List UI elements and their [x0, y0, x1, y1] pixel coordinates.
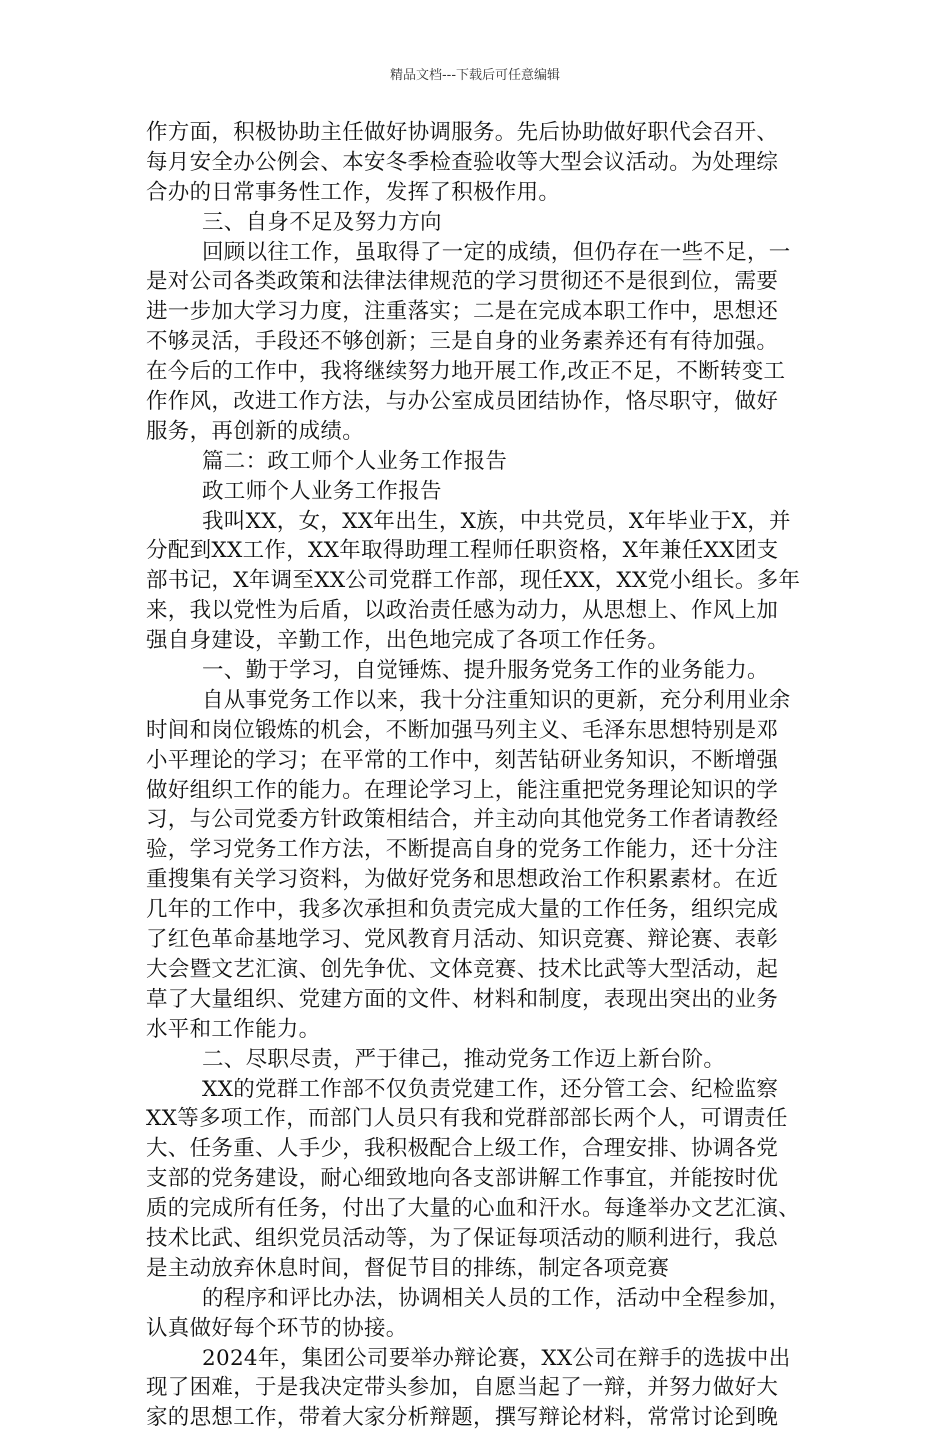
text-line: 作方面，积极协助主任做好协调服务。先后协助做好职代会召开、: [146, 120, 779, 145]
text-line: 每月安全办公例会、本安冬季检查验收等大型会议活动。为处理综: [146, 149, 779, 175]
text-line: 回顾以往工作，虽取得了一定的成绩，但仍存在一些不足，一: [202, 239, 791, 265]
text-line: 强自身建设，辛勤工作，出色地完成了各项工作任务。: [146, 628, 670, 654]
text-line: 是主动放弃休息时间，督促节目的排练，制定各项竞赛: [146, 1255, 670, 1281]
text-line: 不够灵活，手段还不够创新；三是自身的业务素养还有有待加强。: [146, 329, 779, 355]
text-line: 部书记，X年调至XX公司党群工作部，现任XX，XX党小组长。多年: [146, 568, 801, 594]
text-line: XX的党群工作部不仅负责党建工作，还分管工会、纪检监察: [202, 1076, 779, 1102]
text-line: 大会暨文艺汇演、创先争优、文体竞赛、技术比武等大型活动，起: [146, 956, 779, 982]
text-line: 草了大量组织、党建方面的文件、材料和制度，表现出突出的业务: [146, 986, 779, 1012]
text-line: 大、任务重、人手少，我积极配合上级工作，合理安排、协调各党: [146, 1136, 779, 1162]
text-line: 自从事党务工作以来，我十分注重知识的更新，充分利用业余: [202, 687, 791, 713]
text-line: 做好组织工作的能力。在理论学习上，能注重把党务理论知识的学: [146, 777, 779, 803]
text-line: 篇二：政工师个人业务工作报告: [202, 448, 508, 474]
text-line: 分配到XX工作，XX年取得助理工程师任职资格，X年兼任XX团支: [146, 538, 779, 564]
text-line: 二、尽职尽责，严于律己，推动党务工作迈上新台阶。: [202, 1046, 726, 1072]
text-line: 技术比武、组织党员活动等，为了保证每项活动的顺利进行，我总: [146, 1225, 779, 1251]
text-line: 政工师个人业务工作报告: [202, 478, 442, 504]
text-line: 进一步加大学习力度，注重落实；二是在完成本职工作中，思想还: [146, 299, 779, 325]
text-line: 的程序和评比办法，协调相关人员的工作，活动中全程参加，: [202, 1285, 791, 1311]
text-line: 来，我以党性为后盾，以政治责任感为动力，从思想上、作风上加: [146, 598, 779, 624]
text-line: 习，与公司党委方针政策相结合，并主动向其他党务工作者请教经: [146, 807, 779, 833]
text-line: 小平理论的学习；在平常的工作中，刻苦钻研业务知识，不断增强: [146, 747, 779, 773]
text-line: 是对公司各类政策和法律法律规范的学习贯彻还不是很到位，需要: [146, 269, 779, 295]
text-line: 家的思想工作，带着大家分析辩题，撰写辩论材料，常常讨论到晚: [146, 1405, 779, 1431]
text-line: 质的完成所有任务，付出了大量的心血和汗水。每逢举办文艺汇演、: [146, 1196, 801, 1222]
text-line: 时间和岗位锻炼的机会，不断加强马列主义、毛泽东思想特别是邓: [146, 717, 779, 743]
text-line: 验，学习党务工作方法，不断提高自身的党务工作能力，还十分注: [146, 837, 779, 863]
text-line: 支部的党务建设，耐心细致地向各支部讲解工作事宜，并能按时优: [146, 1166, 779, 1192]
text-line: 重搜集有关学习资料，为做好党务和思想政治工作积累素材。在近: [146, 867, 779, 893]
text-line: 三、自身不足及努力方向: [202, 209, 442, 235]
page-header: 精品文档---下载后可任意编辑: [389, 68, 561, 83]
document-body: [146, 118, 811, 1433]
text-line: 2024年，集团公司要举办辩论赛，XX公司在辩手的选拔中出: [202, 1345, 791, 1371]
text-line: 认真做好每个环节的协接。: [146, 1315, 408, 1341]
text-line: 在今后的工作中，我将继续努力地开展工作,改正不足，不断转变工: [146, 359, 786, 385]
text-line: 一、勤于学习，自觉锤炼、提升服务党务工作的业务能力。: [202, 658, 769, 684]
text-line: 现了困难，于是我决定带头参加，自愿当起了一辩，并努力做好大: [146, 1375, 779, 1401]
text-line: 合办的日常事务性工作，发挥了积极作用。: [146, 179, 561, 205]
text-line: 作作风，改进工作方法，与办公室成员团结协作，恪尽职守，做好: [146, 389, 779, 415]
text-line: 我叫XX，女，XX年出生，X族，中共党员，X年毕业于X，并: [202, 508, 791, 534]
text-line: 水平和工作能力。: [146, 1016, 321, 1042]
text-line: 服务，再创新的成绩。: [146, 418, 365, 444]
text-line: 了红色革命基地学习、党风教育月活动、知识竞赛、辩论赛、表彰: [146, 927, 779, 953]
text-line: XX等多项工作，而部门人员只有我和党群部部长两个人，可谓责任: [146, 1106, 788, 1132]
text-line: 几年的工作中，我多次承担和负责完成大量的工作任务，组织完成: [146, 897, 779, 923]
